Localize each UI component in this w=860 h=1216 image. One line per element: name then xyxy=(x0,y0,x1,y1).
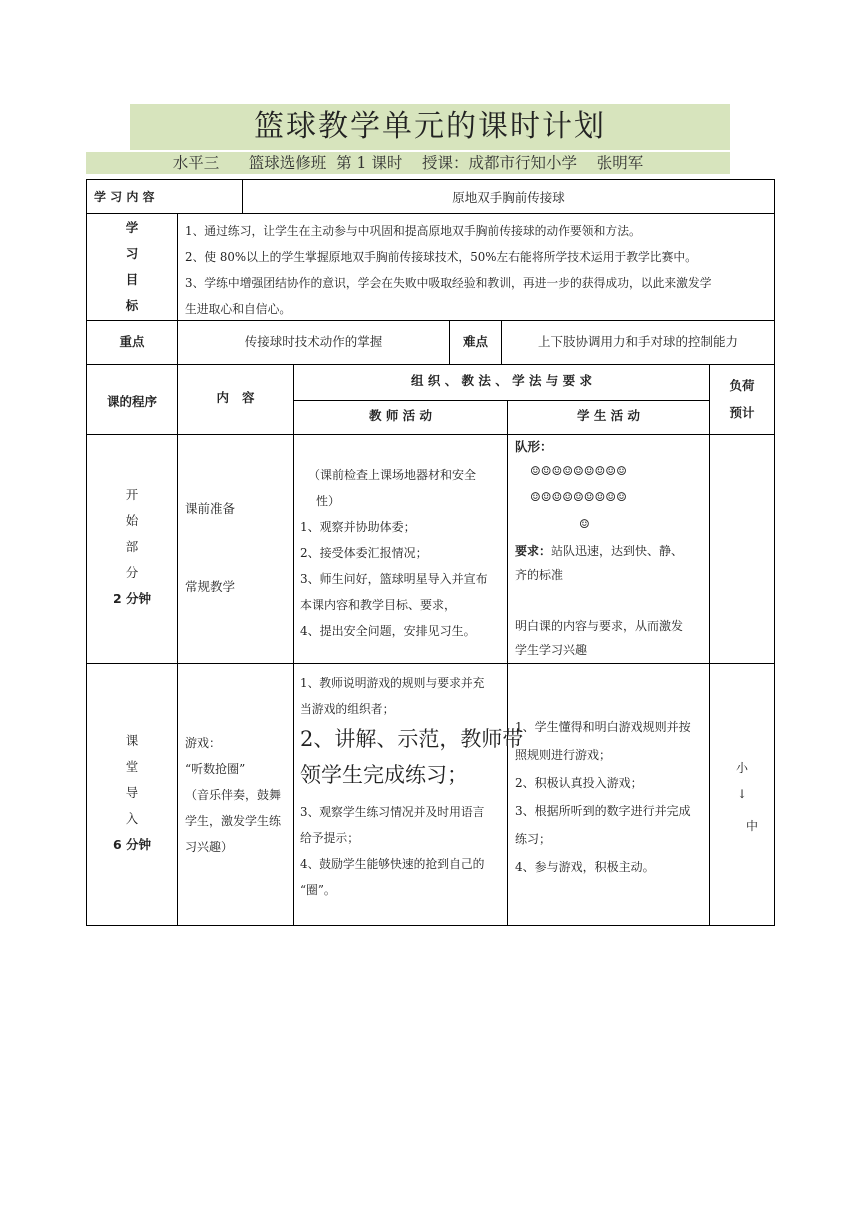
difficulty-value: 上下肢协调用力和手对球的控制能力 xyxy=(537,334,738,349)
start-load-cell xyxy=(709,434,775,664)
intro-student-activities: 1、学生懂得和明白游戏规则并按 照规则进行游戏； 2、积极认真投入游戏； 3、根据所听到的数字进行并完成 练习； 4、参与游戏，积极主动。 xyxy=(515,720,691,874)
procedure-header: 课的程序 xyxy=(106,394,157,409)
start-requirement: 要求：站队迅速，达到快、静、 齐的标准 xyxy=(515,544,684,582)
intro-duration: 6 分钟 xyxy=(112,837,152,852)
load-header: 负荷 预计 xyxy=(729,378,755,420)
objective-item: 2、使 80%以上的学生掌握原地双手胸前传接球技术，50%左右能将所学技术运用于教学比赛中。 xyxy=(185,250,697,264)
subtitle-banner xyxy=(86,152,730,174)
student-header: 学 生 活 动 xyxy=(576,408,641,423)
key-value: 传接球时技术动作的掌握 xyxy=(244,334,383,349)
objective-item: 生进取心和自信心。 xyxy=(185,302,292,316)
start-content-2: 常规教学 xyxy=(185,579,236,594)
objectives-label: 学 习 目 标 xyxy=(125,220,139,313)
page-subtitle: 水平三 篮球选修班 第 1 课时 授课：成都市行知小学 张明军 xyxy=(172,154,644,172)
start-duration: 2 分钟 xyxy=(112,591,152,606)
start-content-1: 课前准备 xyxy=(185,501,236,516)
start-goal: 明白课的内容与要求，从而激发 学生学习兴趣 xyxy=(515,619,684,657)
content-label: 学 习 内 容 xyxy=(94,190,155,204)
formation-row-2: ☺☺☺☺☺☺☺☺☺ xyxy=(530,490,627,504)
objective-item: 3、学练中增强团结协作的意识，学会在失败中吸取经验和教训，再进一步的获得成功，以此来激发学 xyxy=(185,276,712,290)
content-header: 内 容 xyxy=(216,390,255,405)
load-low: 小 xyxy=(736,761,749,775)
formation-row-1: ☺☺☺☺☺☺☺☺☺ xyxy=(530,464,627,478)
key-label: 重点 xyxy=(119,334,145,349)
page-title: 篮球教学单元的课时计划 xyxy=(254,109,606,144)
start-teacher-activities: （课前检查上课场地器材和安全 性） 1、观察并协助体委； 2、接受体委汇报情况； 3、师生问好，篮球明星导入并宣布 本课内容和教学目标、要求， 4、提出安全问题，安排见习生。 xyxy=(300,468,488,638)
objective-item: 1、通过练习，让学生在主动参与中巩固和提高原地双手胸前传接球的动作要领和方法。 xyxy=(185,224,641,238)
formation-label: 队形： xyxy=(515,439,553,454)
start-content-cell xyxy=(177,434,294,664)
objectives-list xyxy=(185,218,712,322)
intro-section-label: 课 堂 导 入 6 分钟 xyxy=(86,728,178,858)
formation-teacher: ☺ xyxy=(579,517,590,531)
load-arrow: ↓ xyxy=(737,787,748,801)
load-mid: 中 xyxy=(746,819,759,833)
page-title-banner xyxy=(130,104,730,150)
difficulty-label: 难点 xyxy=(462,334,488,349)
start-section-label: 开 始 部 分 2 分钟 xyxy=(86,482,178,612)
intro-content: 游戏： “听数抢圈” （音乐伴奏，鼓舞 学生，激发学生练 习兴趣） xyxy=(185,736,282,854)
content-value: 原地双手胸前传接球 xyxy=(452,190,565,205)
intro-teacher-activities: 1、教师说明游戏的规则与要求并充 当游戏的组织者； 2、讲解、示范，教师带 领学生完成练习； 3、观察学生练习情况并及时用语言 给予提示； 4、鼓励学生能够快速的抢到自己的 “圈”。 xyxy=(300,676,524,898)
teacher-header: 教 师 活 动 xyxy=(368,408,433,423)
methods-header: 组 织 、 教 法 、 学 法 与 要 求 xyxy=(410,373,593,388)
